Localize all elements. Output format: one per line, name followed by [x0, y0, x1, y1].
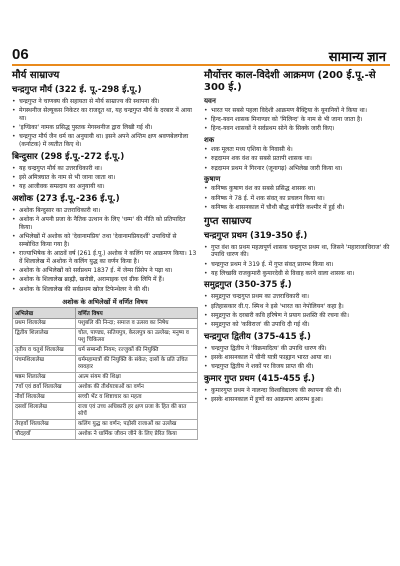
- list-item: • चन्द्रगुप्त द्वितीय ने 'विक्रमादित्य' की उपाधि धारण की।: [204, 345, 390, 353]
- section-list: [12, 165, 198, 191]
- table-cell: धर्ममहामात्रों की नियुक्ति के संकेत; दासों के प्रति उचित व्यवहार: [76, 356, 198, 373]
- subsection-tag: यवन: [204, 97, 216, 105]
- right-title: मौर्योत्तर काल-विदेशी आक्रमण (200 ई.पू.-से 300 ई.): [204, 70, 376, 93]
- list-item: • इसके शासनकाल में हूणों का आक्रमण आरम्भ हुआ।: [204, 396, 390, 404]
- table-header: अभिलेख: [13, 308, 76, 319]
- list-item: • अभिलेखों में अशोक को 'देवानामप्रिय' तथा 'देवानामप्रियदर्शी' उपाधियों से सम्बोधित किया गया है।: [12, 233, 198, 249]
- table-header: वर्णित विषय: [76, 308, 198, 319]
- table-cell: अशोक की तीर्थयात्राओं का वर्णन: [76, 383, 198, 393]
- section-list: [204, 107, 390, 133]
- list-item: • चन्द्रगुप्त प्रथम ने 319 ई. में गुप्त संवत् प्रारम्भ किया था।: [204, 261, 390, 269]
- table-row: [13, 346, 198, 356]
- section-list: [12, 98, 198, 149]
- section-heading: समुद्रगुप्त (350-375 ई.): [204, 280, 292, 291]
- table-cell: नौवाँ शिलालेख: [13, 393, 76, 403]
- table-cell: पंचमशिलालेख: [13, 356, 76, 373]
- list-item: • भारत पर सबसे पहला विदेशी आक्रमण बैक्ट्रिया के यूनानियों ने किया था।: [204, 107, 390, 115]
- table-row: [13, 403, 198, 420]
- table-cell: राजा एवं उच्च अधिकारी हर क्षण प्रजा के हित की बात सोचें: [76, 403, 198, 420]
- list-item: • शक मूलतः मध्य एशिया के निवासी थे।: [204, 146, 390, 154]
- table-cell: द्वितीय शिलालेख: [13, 329, 76, 346]
- list-item: • चन्द्रगुप्त मौर्य जैन धर्म का अनुयायी था। इसने अपने अन्तिम क्षण श्रवणबेलगोला (कर्नाटक) में व्यतीत किए थे।: [12, 133, 198, 149]
- section-list: [12, 207, 198, 293]
- section-heading: अशोक (273 ई.पू.-236 ई.पू.): [12, 194, 120, 205]
- table-row: [13, 430, 198, 440]
- section-heading: चन्द्रगुप्त मौर्य (322 ई. पू.-298 ई.पू.): [12, 85, 142, 95]
- list-item: • राज्याभिषेक के आठवें वर्ष (261 ई.पू.) अशोक ने कलिंग पर आक्रमण किया। 13 वें शिलालेख में अशोक ने कलिंग युद्ध का वर्णन किया है।: [12, 250, 198, 266]
- section-heading: चन्द्रगुप्त प्रथम (319-350 ई.): [204, 230, 308, 241]
- section-heading: कुमार गुप्त प्रथम (415-455 ई.): [204, 374, 315, 385]
- list-item: • 'इण्डिका' नामक प्रसिद्ध पुस्तक मेगस्थनीज द्वारा लिखी गई थी।: [12, 124, 198, 132]
- list-item: • कनिष्क ने 78 ई. में शक संवत् का प्रचलन किया था।: [204, 195, 390, 203]
- page-header: [0, 0, 400, 64]
- table-cell: प्रथम शिलालेख: [13, 319, 76, 329]
- table-row: [13, 393, 198, 403]
- list-item: • चन्द्रगुप्त द्वितीय ने शकों पर विजय प्राप्त की थी।: [204, 363, 390, 371]
- table-row: [13, 319, 198, 329]
- list-item: • रुद्रदामन प्रथम ने गिरनार (जूनागढ़) अभिलेख जारी किया था।: [204, 165, 390, 173]
- table-cell: दसवाँ शिलालेख: [13, 403, 76, 420]
- list-item: • समुद्रगुप्त को 'कविराज' की उपाधि दी गई थी।: [204, 321, 390, 329]
- subsection-tag: कुषाण: [204, 175, 221, 184]
- list-item: • अशोक के शिलालेख की सर्वप्रथम खोज टिफेन्थेलर ने की थी।: [12, 286, 198, 294]
- table-row: [13, 383, 198, 393]
- list-item: • कुमारगुप्त प्रथम ने नालन्दा विश्वविद्यालय की स्थापना की थी।: [204, 387, 390, 395]
- table-cell: कलिंग युद्ध का वर्णन; पड़ोसी राजाओं का उल्लेख: [76, 420, 198, 430]
- table-title: अशोक के अभिलेखों में वर्णित विषय: [62, 298, 148, 307]
- table-row: [13, 373, 198, 383]
- section-list: [204, 244, 390, 278]
- list-item: • समुद्रगुप्त के दरबारी कवि हरिषेण ने प्रयाग प्रशस्ति की रचना की।: [204, 312, 390, 320]
- list-item: • समुद्रगुप्त चन्द्रगुप्त प्रथम का उत्तराधिकारी था।: [204, 293, 390, 301]
- section-list: [204, 146, 390, 172]
- list-item: • चन्द्रगुप्त ने चाणक्य की सहायता से मौर्य साम्राज्य की स्थापना की।: [12, 98, 198, 106]
- table-cell: अशोक ने धार्मिक जीवन जीने के लिए प्रेरित किया: [76, 430, 198, 440]
- right-column: [204, 70, 390, 405]
- subject-title: सामान्य ज्ञान: [328, 49, 386, 64]
- list-item: • अशोक बिन्दुसार का उत्तराधिकारी था।: [12, 207, 198, 215]
- list-item: • कनिष्क के शासनकाल में चौथी बौद्ध संगीति कश्मीर में हुई थी।: [204, 204, 390, 212]
- table-row: [13, 329, 198, 346]
- page-number: 06: [12, 46, 29, 63]
- table-cell: षष्ठम शिलालेख: [13, 373, 76, 383]
- list-item: • अशोक ने अपनी प्रजा के नैतिक उत्थान के लिए 'धम्म' की नीति को प्रतिपादित किया।: [12, 216, 198, 232]
- inscriptions-table: [12, 307, 198, 440]
- list-item: • रुद्रदामन शक वंश का सबसे प्रतापी शासक था।: [204, 155, 390, 163]
- list-item: • यह चन्द्रगुप्त मौर्य का उत्तराधिकारी था।: [12, 165, 198, 173]
- section-list: [204, 293, 390, 328]
- table-header-row: [13, 308, 198, 319]
- table-cell: चोल, पाण्ड्य, सतियपुत्र, केरलपुत्र का उल्लेख; मनुष्य व पशु चिकित्सा: [76, 329, 198, 346]
- table-cell: तृतीय व चतुर्थ शिलालेख: [13, 346, 76, 356]
- list-item: • अशोक के अभिलेखों को सर्वप्रथम 1837 ई. में जेम्स प्रिंसेप ने पढ़ा था।: [12, 267, 198, 275]
- section-heading: बिन्दुसार (298 ई.पू.-272 ई.पू.): [12, 151, 125, 162]
- list-item: • मेगस्थनीज सेल्यूकस निकेटर का राजदूत था, यह चन्द्रगुप्त मौर्य के दरबार में आया था।: [12, 107, 198, 123]
- list-item: • हिन्द-यवन शासकों ने सर्वप्रथम सोने के सिक्के जारी किए।: [204, 125, 390, 133]
- list-item: • यह आजीवक सम्प्रदाय का अनुयायी था।: [12, 183, 198, 191]
- list-item: • कनिष्क कुषाण वंश का सबसे प्रसिद्ध शासक था।: [204, 185, 390, 193]
- list-item: • इसे अमित्रघात के नाम से भी जाना जाता था।: [12, 174, 198, 182]
- table-row: [13, 356, 198, 373]
- list-item: • इसके शासनकाल में चीनी यात्री फाह्यान भारत आया था।: [204, 354, 390, 362]
- section-list: [204, 345, 390, 371]
- section-list: [204, 387, 390, 404]
- section-list: [204, 185, 390, 211]
- section-heading: चन्द्रगुप्त द्वितीय (375-415 ई.): [204, 331, 311, 342]
- header-rule: [12, 64, 390, 66]
- left-column: [12, 70, 198, 440]
- table-cell: धर्म सम्बन्धी नियम; रज्जुकों की नियुक्ति: [76, 346, 198, 356]
- gupta-title: गुप्त साम्राज्य: [204, 215, 252, 227]
- table-cell: आत्म संयम की शिक्षा: [76, 373, 198, 383]
- table-cell: सच्ची भेंट व शिष्टाचार का महत्व: [76, 393, 198, 403]
- list-item: • इतिहासकार वी.ए. स्मिथ ने इसे 'भारत का नेपोलियन' कहा है।: [204, 303, 390, 311]
- table-cell: 7वाँ एवं 8वाँ शिलालेख: [13, 383, 76, 393]
- left-title: मौर्य साम्राज्य: [12, 70, 60, 81]
- list-item: • गुप्त वंश का प्रथम महत्वपूर्ण शासक चन्द्रगुप्त प्रथम था, जिसने 'महाराजाधिराज' की उपाधि धारण की।: [204, 244, 390, 260]
- table-row: [13, 420, 198, 430]
- subsection-tag: शक: [204, 136, 215, 145]
- list-item: • हिन्द-यवन शासक मिनाण्डर को 'मिलिन्द' के नाम से भी जाना जाता है।: [204, 116, 390, 124]
- table-cell: तेरहवाँ शिलालेख: [13, 420, 76, 430]
- list-item: • यह लिच्छवि राजकुमारी कुमारदेवी से विवाह करने वाला शासक था।: [204, 270, 390, 278]
- list-item: • अशोक के शिलालेख ब्राह्मी, खरोष्ठी, अरामाइक एवं ग्रीक लिपि में हैं।: [12, 276, 198, 284]
- table-cell: पशुबलि की निन्दा; समाज व उत्सव का निषेध: [76, 319, 198, 329]
- table-cell: चौदहवाँ: [13, 430, 76, 440]
